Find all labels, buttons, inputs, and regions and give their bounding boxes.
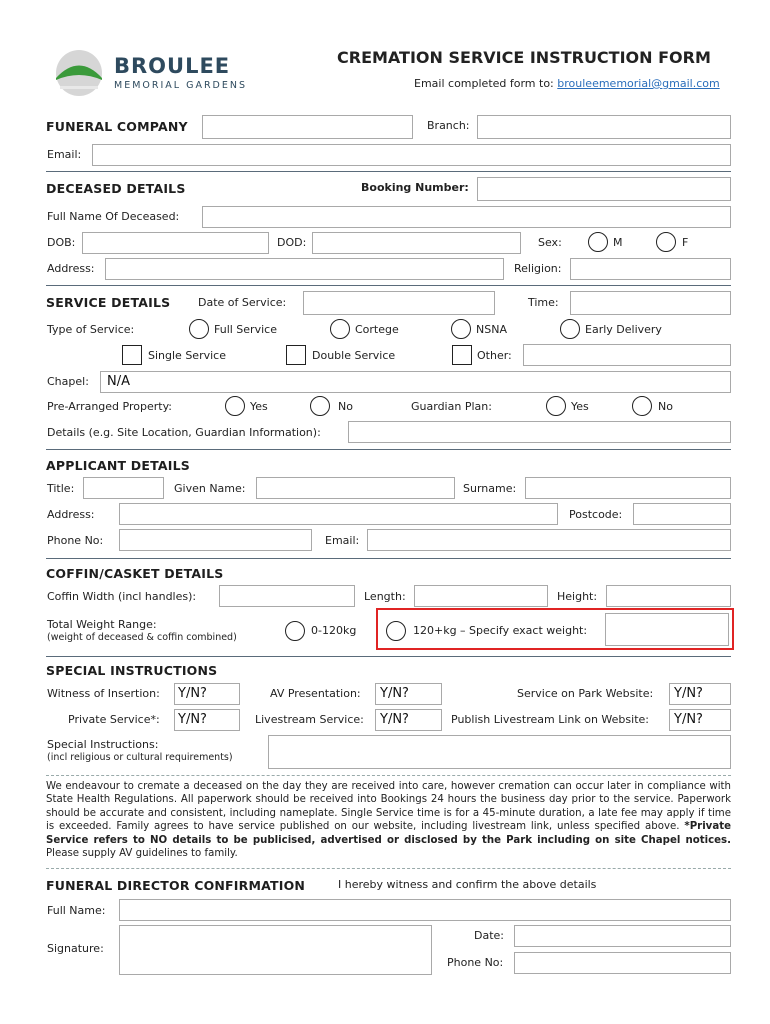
director-phone-input[interactable] xyxy=(514,952,731,974)
applicant-email-input[interactable] xyxy=(367,529,731,551)
website-value: Y/N? xyxy=(674,686,703,701)
surname-input[interactable] xyxy=(525,477,731,499)
dod-input[interactable] xyxy=(312,232,521,254)
nsna-label: NSNA xyxy=(476,323,507,336)
section-special: SPECIAL INSTRUCTIONS xyxy=(46,663,218,678)
other-checkbox[interactable] xyxy=(452,345,472,365)
section-director: FUNERAL DIRECTOR CONFIRMATION xyxy=(46,878,306,893)
company-email-input[interactable] xyxy=(92,144,731,166)
nsna-radio[interactable] xyxy=(451,319,471,339)
website-label: Service on Park Website: xyxy=(517,687,654,700)
divider xyxy=(46,775,731,776)
weight-high-radio[interactable] xyxy=(386,621,406,641)
director-date-input[interactable] xyxy=(514,925,731,947)
other-input[interactable] xyxy=(523,344,731,366)
surname-label: Surname: xyxy=(463,482,517,495)
service-time-label: Time: xyxy=(528,296,559,309)
postcode-input[interactable] xyxy=(633,503,731,525)
section-applicant: APPLICANT DETAILS xyxy=(46,458,190,473)
given-name-input[interactable] xyxy=(256,477,455,499)
coffin-height-label: Height: xyxy=(557,590,598,603)
postcode-label: Postcode: xyxy=(569,508,623,521)
dob-label: DOB: xyxy=(47,236,76,249)
full-service-label: Full Service xyxy=(214,323,277,336)
section-service: SERVICE DETAILS xyxy=(46,295,171,310)
av-label: AV Presentation: xyxy=(270,687,361,700)
logo xyxy=(54,48,104,98)
branch-input[interactable] xyxy=(477,115,731,139)
divider xyxy=(46,868,731,869)
applicant-address-input[interactable] xyxy=(119,503,558,525)
dod-label: DOD: xyxy=(277,236,307,249)
private-label: Private Service*: xyxy=(68,713,160,726)
section-deceased: DECEASED DETAILS xyxy=(46,181,186,196)
guardian-no-label: No xyxy=(658,400,673,413)
pre-arranged-yes-radio[interactable] xyxy=(225,396,245,416)
deceased-name-label: Full Name Of Deceased: xyxy=(47,210,180,223)
cortege-label: Cortege xyxy=(355,323,399,336)
coffin-length-label: Length: xyxy=(364,590,406,603)
full-service-radio[interactable] xyxy=(189,319,209,339)
funeral-company-input[interactable] xyxy=(202,115,413,139)
witness-value: Y/N? xyxy=(178,686,207,701)
weight-low-radio[interactable] xyxy=(285,621,305,641)
weight-range-label: Total Weight Range: xyxy=(47,618,157,631)
applicant-email-label: Email: xyxy=(325,534,360,547)
guardian-yes-label: Yes xyxy=(571,400,589,413)
av-value: Y/N? xyxy=(380,686,409,701)
sex-f-radio[interactable] xyxy=(656,232,676,252)
coffin-length-input[interactable] xyxy=(414,585,548,607)
applicant-phone-label: Phone No: xyxy=(47,534,104,547)
pre-arranged-yes-label: Yes xyxy=(250,400,268,413)
email-link[interactable]: brouleememorial@gmail.com xyxy=(557,77,720,90)
guardian-no-radio[interactable] xyxy=(632,396,652,416)
brand-name: BROULEE xyxy=(114,54,231,78)
applicant-title-label: Title: xyxy=(47,482,75,495)
sex-label: Sex: xyxy=(538,236,562,249)
chapel-input[interactable] xyxy=(100,371,731,393)
single-service-checkbox[interactable] xyxy=(122,345,142,365)
coffin-height-input[interactable] xyxy=(606,585,731,607)
weight-high-label: 120+kg – Specify exact weight: xyxy=(413,624,588,637)
religion-input[interactable] xyxy=(570,258,731,280)
signature-label: Signature: xyxy=(47,942,104,955)
director-name-input[interactable] xyxy=(119,899,731,921)
pre-arranged-label: Pre-Arranged Property: xyxy=(47,400,172,413)
deceased-address-input[interactable] xyxy=(105,258,504,280)
coffin-width-label: Coffin Width (incl handles): xyxy=(47,590,197,603)
booking-label: Booking Number: xyxy=(361,181,469,194)
cortege-radio[interactable] xyxy=(330,319,350,339)
deceased-address-label: Address: xyxy=(47,262,95,275)
weight-range-note: (weight of deceased & coffin combined) xyxy=(47,632,237,643)
company-email-label: Email: xyxy=(47,148,82,161)
sex-m-radio[interactable] xyxy=(588,232,608,252)
witness-label: Witness of Insertion: xyxy=(47,687,160,700)
sex-f-label: F xyxy=(682,236,689,249)
early-delivery-radio[interactable] xyxy=(560,319,580,339)
form-title: CREMATION SERVICE INSTRUCTION FORM xyxy=(337,48,711,67)
pre-arranged-no-radio[interactable] xyxy=(310,396,330,416)
guardian-label: Guardian Plan: xyxy=(411,400,492,413)
other-label: Other: xyxy=(477,349,512,362)
exact-weight-input[interactable] xyxy=(605,613,729,646)
service-date-label: Date of Service: xyxy=(198,296,287,309)
email-prefix: Email completed form to: xyxy=(414,77,554,90)
service-time-input[interactable] xyxy=(570,291,731,315)
sex-m-label: M xyxy=(613,236,623,249)
divider xyxy=(46,558,731,559)
branch-label: Branch: xyxy=(427,119,470,132)
livestream-label: Livestream Service: xyxy=(255,713,364,726)
given-name-label: Given Name: xyxy=(174,482,246,495)
service-details-label: Details (e.g. Site Location, Guardian Information): xyxy=(47,426,321,439)
terms-bold: *Private Service refers to NO details to be publicised, advertised or disclosed by the Park including on site Chapel notices. xyxy=(46,821,731,846)
single-service-label: Single Service xyxy=(148,349,226,362)
weight-low-label: 0-120kg xyxy=(311,624,357,637)
deceased-name-input[interactable] xyxy=(202,206,731,228)
section-coffin: COFFIN/CASKET DETAILS xyxy=(46,566,224,581)
double-service-label: Double Service xyxy=(312,349,396,362)
service-details-input[interactable] xyxy=(348,421,731,443)
booking-input[interactable] xyxy=(477,177,731,201)
terms-text: We endeavour to cremate a deceased on the day they are received into care, however cremation can occur later in compliance with State Health Regulations. All paperwork should be received into Bookings 24 hours the business day prior to the service. Paperwork should be accurate and consistent, including nameplate. Single Service time is for a 45-minute duration, a late fee may apply if time is exceeded. Family agrees to have service published on our website, including livestream link, unless specified above. xyxy=(46,781,731,833)
special-instructions-label: Special Instructions: xyxy=(47,738,159,751)
director-witness-text: I hereby witness and confirm the above details xyxy=(338,878,597,891)
early-delivery-label: Early Delivery xyxy=(585,323,662,336)
divider xyxy=(46,171,731,172)
special-instructions-input[interactable] xyxy=(268,735,731,769)
logo-mark-icon xyxy=(54,48,104,98)
chapel-label: Chapel: xyxy=(47,375,89,388)
publish-value: Y/N? xyxy=(674,712,703,727)
director-phone-label: Phone No: xyxy=(447,956,504,969)
divider xyxy=(46,285,731,286)
section-funeral-company: FUNERAL COMPANY xyxy=(46,119,188,134)
director-date-label: Date: xyxy=(474,929,504,942)
coffin-width-input[interactable] xyxy=(219,585,355,607)
divider xyxy=(46,449,731,450)
applicant-address-label: Address: xyxy=(47,508,95,521)
applicant-phone-input[interactable] xyxy=(119,529,312,551)
applicant-title-input[interactable] xyxy=(83,477,164,499)
double-service-checkbox[interactable] xyxy=(286,345,306,365)
email-instruction xyxy=(414,77,720,90)
publish-label: Publish Livestream Link on Website: xyxy=(451,713,649,726)
divider xyxy=(46,656,731,657)
signature-input[interactable] xyxy=(119,925,432,975)
brand-subtitle: MEMORIAL GARDENS xyxy=(114,80,248,91)
livestream-value: Y/N? xyxy=(380,712,409,727)
religion-label: Religion: xyxy=(514,262,562,275)
terms-tail: Please supply AV guidelines to family. xyxy=(46,848,238,860)
private-value: Y/N? xyxy=(178,712,207,727)
service-type-label: Type of Service: xyxy=(47,323,135,336)
special-instructions-note: (incl religious or cultural requirements) xyxy=(47,752,233,763)
pre-arranged-no-label: No xyxy=(338,400,353,413)
director-name-label: Full Name: xyxy=(47,904,106,917)
dob-input[interactable] xyxy=(82,232,269,254)
guardian-yes-radio[interactable] xyxy=(546,396,566,416)
terms-notice xyxy=(46,780,731,860)
chapel-value: N/A xyxy=(107,374,130,389)
service-date-input[interactable] xyxy=(303,291,495,315)
